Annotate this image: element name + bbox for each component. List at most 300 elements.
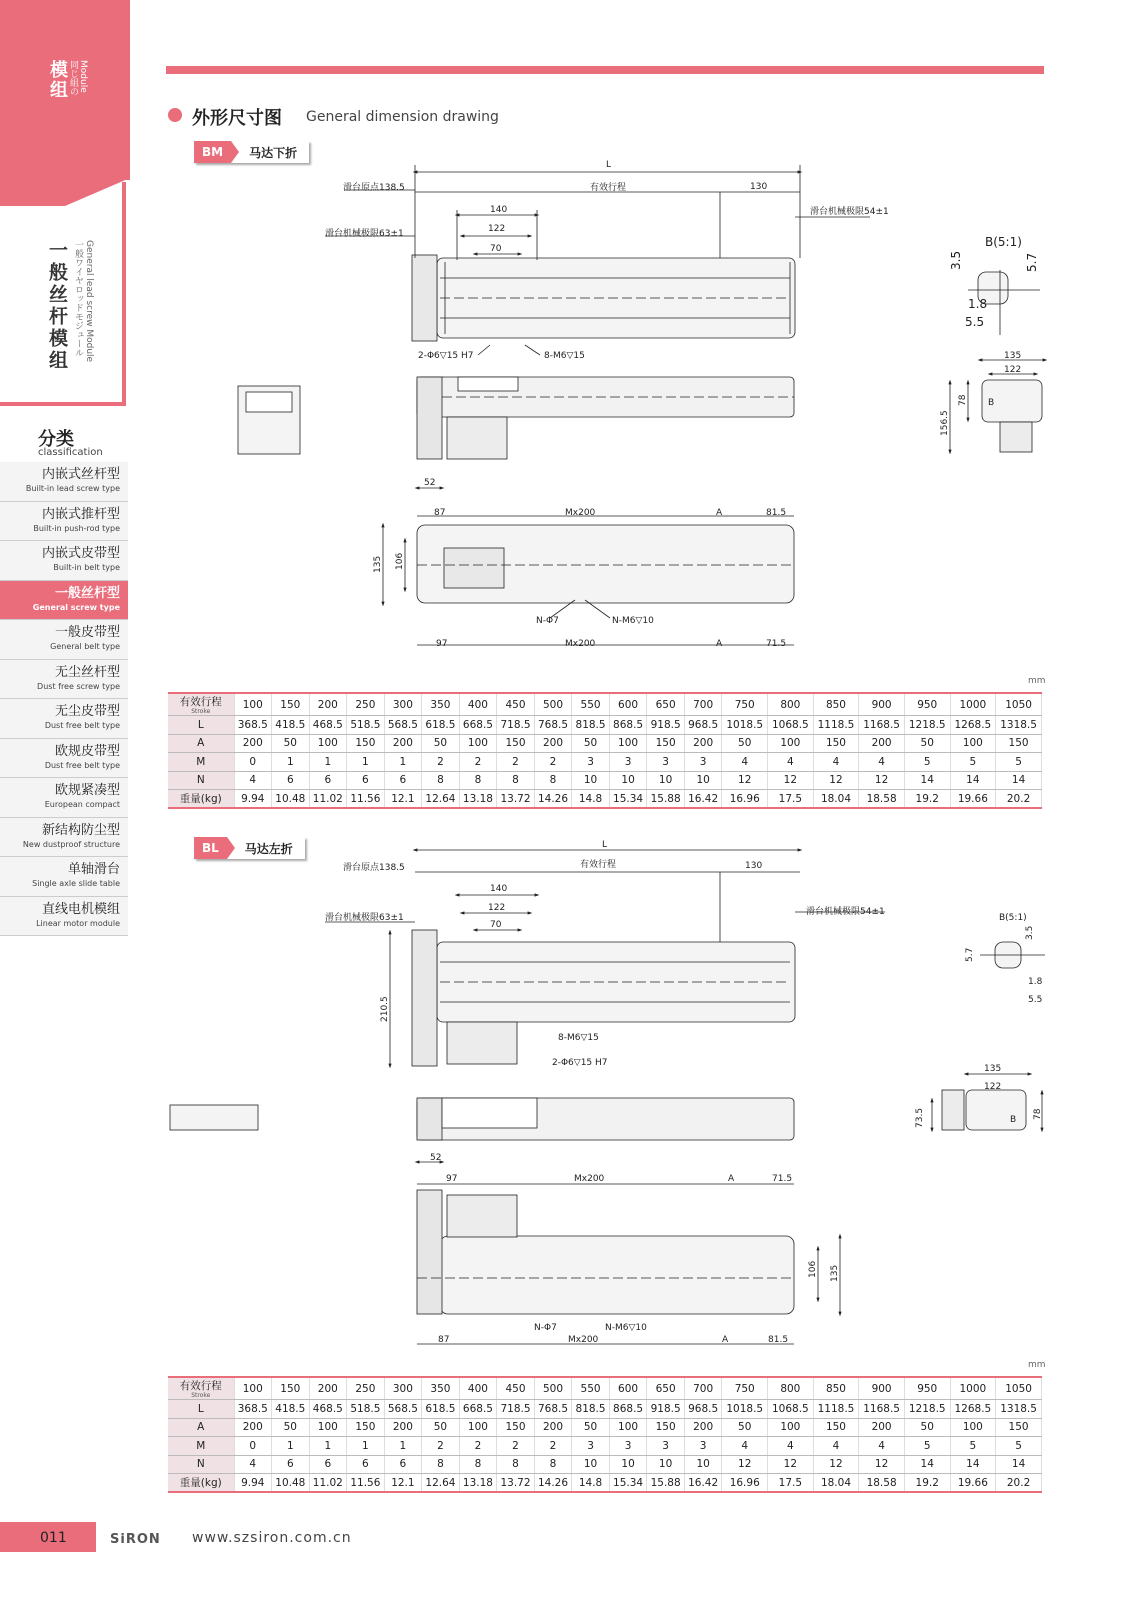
- label-5-7-bl: 5.7: [965, 947, 975, 962]
- table-header-cell: 650: [647, 1377, 685, 1400]
- table-cell: 1168.5: [859, 1400, 905, 1419]
- nav-item-linear-motor[interactable]: 直线电机模组 Linear motor module: [0, 897, 128, 937]
- label-3-5-bl: 3.5: [1025, 925, 1035, 940]
- table-cell: 818.5: [572, 1400, 610, 1419]
- table-cell: 150: [813, 1418, 859, 1437]
- table-cell: 100: [609, 1418, 647, 1437]
- table-unit: mm: [1028, 1360, 1046, 1370]
- label-limit-left: 滑台机械极限63±1: [325, 229, 404, 239]
- table-cell: 150: [347, 1418, 385, 1437]
- website-link[interactable]: www.szsiron.com.cn: [192, 1530, 352, 1546]
- label-B: B: [988, 398, 995, 408]
- nav-item-new-dustproof[interactable]: 新结构防尘型 New dustproof structure: [0, 818, 128, 858]
- label-mx200-b: Mx200: [565, 639, 596, 649]
- table-cell: 13.18: [459, 790, 497, 809]
- table-cell: 16.42: [684, 790, 722, 809]
- table-cell: 200: [534, 1418, 572, 1437]
- table-cell: 50: [572, 1418, 610, 1437]
- label-70: 70: [490, 244, 502, 254]
- label-122-bl-end: 122: [984, 1082, 1002, 1092]
- table-header-cell: 900: [859, 1377, 905, 1400]
- label-135-bl: 135: [984, 1064, 1002, 1074]
- table-row-label: M: [168, 1437, 234, 1456]
- table-cell: 100: [609, 734, 647, 753]
- table-row: [168, 771, 1042, 790]
- nav-item-euro-belt[interactable]: 欧规皮带型 Dust free belt type: [0, 739, 128, 779]
- label-1-8-bl: 1.8: [1028, 977, 1043, 987]
- table-cell: 6: [309, 771, 347, 790]
- table-header-cell: 500: [534, 1377, 572, 1400]
- table-header-row: [168, 1377, 1042, 1400]
- table-cell: 3: [572, 753, 610, 772]
- series-title-cn: 一般丝杆模组: [46, 240, 68, 372]
- table-cell: 50: [904, 734, 950, 753]
- nav-item-builtin-push-rod[interactable]: 内嵌式推杆型 Built-in push-rod type: [0, 502, 128, 542]
- table-cell: 150: [813, 734, 859, 753]
- table-cell: 14.26: [534, 790, 572, 809]
- label-130-bl: 130: [745, 861, 763, 871]
- spec-table-bm: [168, 692, 1042, 809]
- table-cell: 200: [384, 1418, 422, 1437]
- table-header-cell: 1000: [950, 1377, 996, 1400]
- table-cell: 150: [996, 734, 1042, 753]
- label-70-bl: 70: [490, 920, 502, 930]
- table-cell: 12.64: [422, 1474, 460, 1493]
- table-cell: 1118.5: [813, 1400, 859, 1419]
- table-header-cell: 300: [384, 1377, 422, 1400]
- table-cell: 17.5: [768, 1474, 814, 1493]
- nav-item-dust-free-belt[interactable]: 无尘皮带型 Dust free belt type: [0, 699, 128, 739]
- table-cell: 3: [609, 1437, 647, 1456]
- table-cell: 10: [609, 1455, 647, 1474]
- label-78-bl: 78: [1033, 1108, 1043, 1120]
- table-header-cell: 150: [272, 1377, 310, 1400]
- table-cell: 3: [684, 1437, 722, 1456]
- table-cell: 1118.5: [813, 716, 859, 735]
- label-97: 97: [436, 639, 448, 649]
- table-cell: 4: [722, 753, 768, 772]
- nav-item-builtin-lead-screw[interactable]: 内嵌式丝杆型 Built-in lead screw type: [0, 462, 128, 502]
- table-cell: 50: [272, 1418, 310, 1437]
- table-cell: 12: [859, 771, 905, 790]
- table-cell: 1: [384, 1437, 422, 1456]
- table-cell: 8: [459, 1455, 497, 1474]
- label-52: 52: [424, 478, 436, 488]
- table-cell: 1318.5: [996, 1400, 1042, 1419]
- table-cell: 12: [813, 771, 859, 790]
- label-origin: 滑台原点138.5: [343, 183, 405, 193]
- table-cell: 19.2: [904, 790, 950, 809]
- table-cell: 1018.5: [722, 716, 768, 735]
- table-header-cell: 250: [347, 693, 385, 716]
- label-mx200-bl-b: Mx200: [568, 1335, 599, 1345]
- table-cell: 2: [497, 1437, 535, 1456]
- bl-bottom-view: [417, 1190, 794, 1314]
- table-cell: 18.04: [813, 1474, 859, 1493]
- table-cell: 150: [497, 734, 535, 753]
- table-cell: 15.88: [647, 790, 685, 809]
- table-cell: 13.72: [497, 790, 535, 809]
- table-cell: 100: [950, 734, 996, 753]
- table-cell: 4: [813, 1437, 859, 1456]
- table-cell: 150: [996, 1418, 1042, 1437]
- table-row: [168, 734, 1042, 753]
- table-cell: 200: [384, 734, 422, 753]
- table-cell: 18.58: [859, 790, 905, 809]
- table-cell: 4: [234, 771, 272, 790]
- variant-name: 马达下折: [249, 145, 298, 160]
- table-cell: 968.5: [684, 716, 722, 735]
- table-cell: 20.2: [996, 1474, 1042, 1493]
- label-106-bl: 106: [808, 1260, 818, 1278]
- table-cell: 50: [272, 734, 310, 753]
- table-cell: 20.2: [996, 790, 1042, 809]
- table-cell: 100: [459, 1418, 497, 1437]
- table-row-label: A: [168, 734, 234, 753]
- table-cell: 17.5: [768, 790, 814, 809]
- table-cell: 12.1: [384, 1474, 422, 1493]
- label-screw-hole: 8-M6▽15: [544, 351, 585, 361]
- table-cell: 150: [347, 734, 385, 753]
- table-cell: 50: [722, 734, 768, 753]
- table-cell: 918.5: [647, 1400, 685, 1419]
- table-cell: 618.5: [422, 1400, 460, 1419]
- table-cell: 918.5: [647, 716, 685, 735]
- bl-detail-b: [980, 942, 1045, 968]
- table-header-cell: 200: [309, 1377, 347, 1400]
- table-cell: 12: [722, 1455, 768, 1474]
- table-cell: 5: [996, 753, 1042, 772]
- table-cell: 150: [647, 734, 685, 753]
- table-header-cell: 1000: [950, 693, 996, 716]
- table-cell: 10: [609, 771, 647, 790]
- table-header-cell: 700: [684, 1377, 722, 1400]
- label-detail-bl: B(5:1): [999, 913, 1027, 923]
- table-cell: 100: [768, 734, 814, 753]
- table-cell: 50: [422, 1418, 460, 1437]
- variant-code: BL: [194, 837, 227, 859]
- table-header-cell: 750: [722, 1377, 768, 1400]
- table-row-label: A: [168, 1418, 234, 1437]
- table-cell: 12: [768, 1455, 814, 1474]
- label-135-side: 135: [373, 555, 383, 573]
- table-header-label: 有效行程 Stroke: [168, 693, 234, 716]
- table-cell: 200: [234, 1418, 272, 1437]
- table-cell: 14.8: [572, 1474, 610, 1493]
- table-header-cell: 950: [904, 693, 950, 716]
- table-cell: 15.88: [647, 1474, 685, 1493]
- table-cell: 100: [768, 1418, 814, 1437]
- table-cell: 1: [347, 753, 385, 772]
- table-header-cell: 450: [497, 693, 535, 716]
- table-cell: 1218.5: [904, 1400, 950, 1419]
- label-97-bl: 97: [446, 1174, 458, 1184]
- page-number: 011: [40, 1530, 67, 1546]
- table-cell: 18.58: [859, 1474, 905, 1493]
- table-cell: 14.26: [534, 1474, 572, 1493]
- table-cell: 2: [534, 753, 572, 772]
- nav-item-single-axle[interactable]: 单轴滑台 Single axle slide table: [0, 857, 128, 897]
- table-header-cell: 300: [384, 693, 422, 716]
- table-cell: 618.5: [422, 716, 460, 735]
- table-cell: 518.5: [347, 716, 385, 735]
- table-cell: 19.66: [950, 790, 996, 809]
- bm-bottom-view: [417, 525, 794, 603]
- module-tab-en: Module 同じ組の: [68, 60, 88, 96]
- table-cell: 3: [647, 753, 685, 772]
- label-71-5-bl: 71.5: [772, 1174, 793, 1184]
- table-cell: 6: [347, 1455, 385, 1474]
- variant-code: BM: [194, 141, 231, 163]
- table-row-label: 重量(kg): [168, 1474, 234, 1493]
- table-cell: 14: [950, 771, 996, 790]
- table-cell: 8: [497, 771, 535, 790]
- table-cell: 12.1: [384, 790, 422, 809]
- table-cell: 418.5: [272, 716, 310, 735]
- table-cell: 5: [904, 753, 950, 772]
- table-cell: 8: [534, 771, 572, 790]
- label-73-5: 73.5: [915, 1107, 925, 1128]
- table-cell: 2: [422, 753, 460, 772]
- label-screw-hole-bl: 8-M6▽15: [558, 1033, 599, 1043]
- label-stroke: 有效行程: [590, 183, 627, 193]
- label-n-m6-bl: N-M6▽10: [605, 1323, 647, 1333]
- table-cell: 14: [996, 771, 1042, 790]
- table-cell: 2: [459, 753, 497, 772]
- label-87: 87: [434, 508, 446, 518]
- label-135-bl-side: 135: [830, 1264, 840, 1282]
- table-unit: mm: [1028, 676, 1046, 686]
- table-cell: 818.5: [572, 716, 610, 735]
- table-header-cell: 150: [272, 693, 310, 716]
- table-cell: 6: [272, 1455, 310, 1474]
- table-cell: 15.34: [609, 1474, 647, 1493]
- table-cell: 718.5: [497, 1400, 535, 1419]
- label-A-b: A: [716, 639, 723, 649]
- table-cell: 1: [272, 753, 310, 772]
- label-71-5: 71.5: [766, 639, 787, 649]
- label-L-bl: L: [602, 840, 608, 850]
- table-cell: 100: [950, 1418, 996, 1437]
- table-header-cell: 400: [459, 1377, 497, 1400]
- table-cell: 50: [722, 1418, 768, 1437]
- series-title-en: General lead screw Module 一般ワイヤロッドモジュール: [73, 240, 94, 363]
- table-cell: 368.5: [234, 716, 272, 735]
- bl-top-view: [412, 930, 795, 1066]
- table-cell: 368.5: [234, 1400, 272, 1419]
- table-cell: 10.48: [272, 1474, 310, 1493]
- table-row-label: L: [168, 716, 234, 735]
- table-cell: 468.5: [309, 1400, 347, 1419]
- label-5-7: 5.7: [1025, 252, 1039, 272]
- table-cell: 6: [384, 771, 422, 790]
- table-header-cell: 550: [572, 693, 610, 716]
- label-pin-hole: 2-Φ6▽15 H7: [418, 351, 474, 361]
- table-header-cell: 900: [859, 693, 905, 716]
- label-210-5: 210.5: [380, 996, 390, 1022]
- label-detail: B(5:1): [985, 235, 1022, 249]
- label-3-5: 3.5: [949, 250, 963, 270]
- table-cell: 10: [684, 1455, 722, 1474]
- nav-item-dust-free-screw[interactable]: 无尘丝杆型 Dust free screw type: [0, 660, 128, 700]
- table-cell: 50: [904, 1418, 950, 1437]
- table-cell: 200: [534, 734, 572, 753]
- table-cell: 568.5: [384, 1400, 422, 1419]
- table-cell: 1218.5: [904, 716, 950, 735]
- table-cell: 768.5: [534, 716, 572, 735]
- label-87-bl: 87: [438, 1335, 450, 1345]
- section-title-en: General dimension drawing: [306, 109, 499, 125]
- table-cell: 15.34: [609, 790, 647, 809]
- label-140-bl: 140: [490, 884, 508, 894]
- table-cell: 1268.5: [950, 1400, 996, 1419]
- table-cell: 10: [572, 1455, 610, 1474]
- table-cell: 6: [272, 771, 310, 790]
- label-L: L: [606, 160, 612, 170]
- table-cell: 8: [422, 771, 460, 790]
- table-cell: 9.94: [234, 1474, 272, 1493]
- table-cell: 1068.5: [768, 716, 814, 735]
- table-cell: 100: [459, 734, 497, 753]
- table-cell: 4: [768, 753, 814, 772]
- table-cell: 1: [309, 753, 347, 772]
- table-row: [168, 1474, 1042, 1493]
- classification-title: 分类: [38, 429, 74, 450]
- table-cell: 6: [347, 771, 385, 790]
- nav-item-euro-compact[interactable]: 欧规紧凑型 European compact: [0, 778, 128, 818]
- label-limit-right: 滑台机械极限54±1: [810, 207, 889, 217]
- table-cell: 668.5: [459, 1400, 497, 1419]
- table-header-cell: 250: [347, 1377, 385, 1400]
- table-cell: 5: [904, 1437, 950, 1456]
- table-cell: 1: [384, 753, 422, 772]
- table-cell: 3: [684, 753, 722, 772]
- table-cell: 11.02: [309, 790, 347, 809]
- table-cell: 200: [859, 734, 905, 753]
- label-130: 130: [750, 182, 768, 192]
- table-row: [168, 753, 1042, 772]
- table-cell: 0: [234, 1437, 272, 1456]
- table-cell: 668.5: [459, 716, 497, 735]
- table-header-cell: 600: [609, 693, 647, 716]
- table-cell: 10.48: [272, 790, 310, 809]
- table-cell: 18.04: [813, 790, 859, 809]
- table-header-cell: 950: [904, 1377, 950, 1400]
- table-row-label: N: [168, 771, 234, 790]
- label-122-bl: 122: [488, 903, 506, 913]
- table-cell: 200: [684, 734, 722, 753]
- table-cell: 200: [684, 1418, 722, 1437]
- table-header-cell: 550: [572, 1377, 610, 1400]
- table-header-cell: 100: [234, 693, 272, 716]
- table-header-cell: 650: [647, 693, 685, 716]
- bm-side-view: [417, 377, 794, 459]
- label-A-bl-b: A: [722, 1335, 729, 1345]
- label-n-phi7: N-Φ7: [536, 616, 559, 626]
- table-row: [168, 1400, 1042, 1419]
- bl-left-end-view: [170, 1105, 258, 1130]
- table-row-label: N: [168, 1455, 234, 1474]
- table-row: [168, 790, 1042, 809]
- table-cell: 200: [859, 1418, 905, 1437]
- bl-side-view: [417, 1098, 794, 1140]
- classification-subtitle: classification: [38, 447, 103, 458]
- nav-item-builtin-belt[interactable]: 内嵌式皮带型 Built-in belt type: [0, 541, 128, 581]
- table-cell: 10: [647, 771, 685, 790]
- table-cell: 1: [309, 1437, 347, 1456]
- label-78: 78: [958, 394, 968, 406]
- table-cell: 1068.5: [768, 1400, 814, 1419]
- label-1-8: 1.8: [968, 297, 988, 311]
- table-cell: 868.5: [609, 1400, 647, 1419]
- label-5-5-bl: 5.5: [1028, 995, 1043, 1005]
- label-81-5-bl: 81.5: [768, 1335, 789, 1345]
- label-n-phi7-bl: N-Φ7: [534, 1323, 557, 1333]
- table-header-cell: 700: [684, 693, 722, 716]
- table-cell: 568.5: [384, 716, 422, 735]
- table-row-label: M: [168, 753, 234, 772]
- table-header-cell: 600: [609, 1377, 647, 1400]
- table-cell: 8: [497, 1455, 535, 1474]
- table-cell: 13.72: [497, 1474, 535, 1493]
- table-header-cell: 800: [768, 693, 814, 716]
- label-106: 106: [395, 552, 405, 570]
- table-cell: 50: [422, 734, 460, 753]
- table-cell: 10: [684, 771, 722, 790]
- label-52-bl: 52: [430, 1153, 442, 1163]
- table-cell: 4: [813, 753, 859, 772]
- table-row: [168, 1418, 1042, 1437]
- table-header-cell: 1050: [996, 693, 1042, 716]
- label-135: 135: [1004, 351, 1022, 361]
- table-cell: 12: [722, 771, 768, 790]
- table-cell: 1268.5: [950, 716, 996, 735]
- table-cell: 150: [497, 1418, 535, 1437]
- table-cell: 1318.5: [996, 716, 1042, 735]
- nav-item-general-screw[interactable]: 一般丝杆型 General screw type: [0, 581, 128, 621]
- table-cell: 12.64: [422, 790, 460, 809]
- variant-name: 马达左折: [244, 841, 293, 856]
- table-cell: 768.5: [534, 1400, 572, 1419]
- table-header-cell: 100: [234, 1377, 272, 1400]
- table-cell: 418.5: [272, 1400, 310, 1419]
- table-header-cell: 350: [422, 1377, 460, 1400]
- table-header-cell: 800: [768, 1377, 814, 1400]
- table-header-cell: 850: [813, 693, 859, 716]
- label-pin-hole-bl: 2-Φ6▽15 H7: [552, 1058, 608, 1068]
- table-row: [168, 716, 1042, 735]
- nav-item-general-belt[interactable]: 一般皮带型 General belt type: [0, 620, 128, 660]
- table-header-cell: 1050: [996, 1377, 1042, 1400]
- bm-top-view: [412, 255, 795, 341]
- table-cell: 50: [572, 734, 610, 753]
- label-140: 140: [490, 205, 508, 215]
- table-row-label: L: [168, 1400, 234, 1419]
- table-cell: 8: [459, 771, 497, 790]
- table-cell: 2: [422, 1437, 460, 1456]
- label-156-5: 156.5: [940, 410, 950, 436]
- label-mx200-bl: Mx200: [574, 1174, 605, 1184]
- table-cell: 100: [309, 1418, 347, 1437]
- table-cell: 2: [459, 1437, 497, 1456]
- label-A-bl: A: [728, 1174, 735, 1184]
- table-cell: 868.5: [609, 716, 647, 735]
- table-cell: 100: [309, 734, 347, 753]
- label-stroke-bl: 有效行程: [580, 860, 617, 870]
- table-cell: 19.66: [950, 1474, 996, 1493]
- label-n-m6: N-M6▽10: [612, 616, 654, 626]
- table-cell: 3: [647, 1437, 685, 1456]
